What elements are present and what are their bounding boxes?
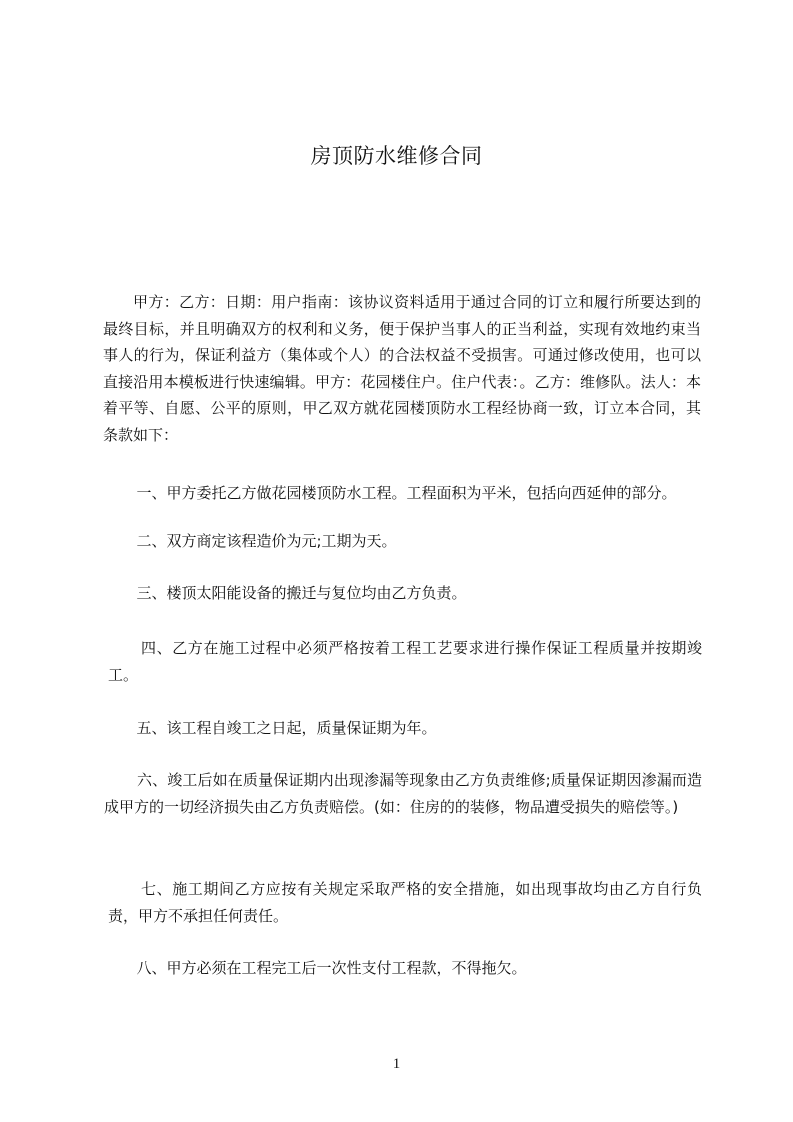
intro-paragraph: 甲方：乙方：日期：用户指南：该协议资料适用于通过合同的订立和履行所要达到的最终目标，并且明确双方的权利和义务，便于保护当事人的正当利益，实现有效地约束当事人的行为，保证利益方（集体或个人）的合法权益不受损害。可通过修改使用，也可以直接沿用本模板进行快速编辑。甲方：花园楼住户。住户代表：。乙方：维修队。法人：本着平等、自愿、公平的原则，甲乙双方就花园楼顶防水工程经协商一致，订立本合同，其条款如下： <box>103 293 701 444</box>
clause-8: 八、甲方必须在工程完工后一次性支付工程款，不得拖欠。 <box>136 959 527 977</box>
clause-5: 五、该工程自竣工之日起，质量保证期为年。 <box>136 719 437 737</box>
clause-3: 三、楼顶太阳能设备的搬迁与复位均由乙方负责。 <box>136 584 467 602</box>
page-number: 1 <box>392 1056 401 1072</box>
clause-4: 四、乙方在施工过程中必须严格按着工程工艺要求进行操作保证工程质量并按期竣工。 <box>108 639 702 684</box>
clause-7: 七、施工期间乙方应按有关规定采取严格的安全措施，如出现事故均由乙方自行负责，甲方不承担任何责任。 <box>108 880 702 925</box>
clause-6: 六、竣工后如在质量保证期内出现渗漏等现象由乙方负责维修;质量保证期因渗漏而造成甲方的一切经济损失由乙方负责赔偿。(如：住房的的装修，物品遭受损失的赔偿等。) <box>104 771 702 816</box>
document-title: 房顶防水维修合同 <box>310 144 483 168</box>
clause-2: 二、双方商定该程造价为元;工期为天。 <box>136 532 397 550</box>
clause-1: 一、甲方委托乙方做花园楼顶防水工程。工程面积为平米，包括向西延伸的部分。 <box>136 484 677 502</box>
